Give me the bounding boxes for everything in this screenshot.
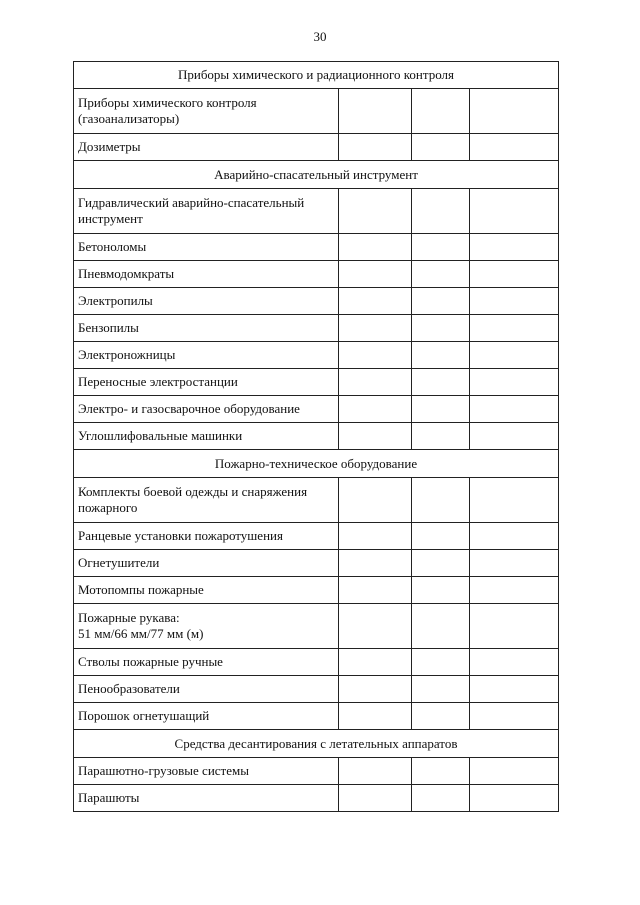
item-row: [74, 604, 559, 649]
item-row: [74, 134, 559, 161]
section-header-row: [74, 730, 559, 758]
page-number: 30: [313, 29, 327, 44]
empty-value-cell: [470, 478, 559, 523]
item-name: [74, 261, 339, 288]
section-title: Аварийно-спасательный инструмент: [74, 161, 559, 189]
item-name-line: Мотопомпы пожарные: [78, 582, 204, 597]
item-name-line: Дозиметры: [78, 139, 141, 154]
item-row: [74, 676, 559, 703]
item-name-line: Комплекты боевой одежды и снаряжения: [78, 484, 308, 499]
item-name-line: Электроножницы: [78, 347, 176, 362]
empty-value-cell: [470, 234, 559, 261]
empty-value-cell: [339, 89, 412, 134]
item-name-line: Огнетушители: [78, 555, 160, 570]
item-row: [74, 288, 559, 315]
item-name: [74, 550, 339, 577]
section-title: Пожарно-техническое оборудование: [74, 450, 559, 478]
empty-value-cell: [412, 396, 470, 423]
empty-value-cell: [470, 649, 559, 676]
item-name: [74, 604, 339, 649]
empty-value-cell: [470, 342, 559, 369]
item-name: [74, 315, 339, 342]
empty-value-cell: [470, 369, 559, 396]
empty-value-cell: [412, 577, 470, 604]
empty-value-cell: [339, 758, 412, 785]
item-name-line: 51 мм/66 мм/77 мм (м): [78, 626, 204, 641]
item-name-line: Стволы пожарные ручные: [78, 654, 223, 669]
empty-value-cell: [412, 189, 470, 234]
empty-value-cell: [412, 785, 470, 812]
empty-value-cell: [339, 234, 412, 261]
empty-value-cell: [339, 523, 412, 550]
item-name: [74, 703, 339, 730]
empty-value-cell: [412, 134, 470, 161]
empty-value-cell: [412, 758, 470, 785]
section-title: Средства десантирования с летательных аппаратов: [74, 730, 559, 758]
item-row: [74, 369, 559, 396]
empty-value-cell: [412, 288, 470, 315]
empty-value-cell: [470, 396, 559, 423]
equipment-table-body: [74, 62, 559, 812]
empty-value-cell: [339, 649, 412, 676]
item-name: [74, 785, 339, 812]
item-row: [74, 423, 559, 450]
empty-value-cell: [339, 577, 412, 604]
empty-value-cell: [339, 261, 412, 288]
equipment-table: [73, 61, 559, 812]
section-title: Приборы химического и радиационного контроля: [74, 62, 559, 89]
empty-value-cell: [470, 604, 559, 649]
item-name-line: Бензопилы: [78, 320, 139, 335]
empty-value-cell: [470, 523, 559, 550]
empty-value-cell: [412, 342, 470, 369]
empty-value-cell: [470, 261, 559, 288]
empty-value-cell: [412, 315, 470, 342]
item-name: [74, 342, 339, 369]
item-row: [74, 342, 559, 369]
empty-value-cell: [470, 785, 559, 812]
item-row: [74, 189, 559, 234]
empty-value-cell: [339, 604, 412, 649]
item-row: [74, 703, 559, 730]
item-name: [74, 89, 339, 134]
empty-value-cell: [339, 396, 412, 423]
item-name: [74, 134, 339, 161]
item-row: [74, 785, 559, 812]
empty-value-cell: [339, 134, 412, 161]
empty-value-cell: [412, 604, 470, 649]
item-name-line: Бетоноломы: [78, 239, 147, 254]
empty-value-cell: [470, 577, 559, 604]
item-name: [74, 758, 339, 785]
item-row: [74, 234, 559, 261]
empty-value-cell: [339, 478, 412, 523]
empty-value-cell: [412, 423, 470, 450]
empty-value-cell: [470, 550, 559, 577]
empty-value-cell: [412, 523, 470, 550]
item-name-line: Парашюты: [78, 790, 140, 805]
empty-value-cell: [470, 703, 559, 730]
empty-value-cell: [412, 703, 470, 730]
empty-value-cell: [470, 189, 559, 234]
item-row: [74, 396, 559, 423]
empty-value-cell: [339, 369, 412, 396]
item-name: [74, 189, 339, 234]
item-name-line: Парашютно-грузовые системы: [78, 763, 249, 778]
empty-value-cell: [339, 288, 412, 315]
empty-value-cell: [412, 89, 470, 134]
empty-value-cell: [412, 478, 470, 523]
item-name: [74, 423, 339, 450]
empty-value-cell: [339, 423, 412, 450]
item-name-line: Углошлифовальные машинки: [78, 428, 243, 443]
item-name-line: Электро- и газосварочное оборудование: [78, 401, 300, 416]
item-name: [74, 676, 339, 703]
item-name: [74, 396, 339, 423]
item-name-line: Пожарные рукава:: [78, 610, 180, 625]
item-name-line: Гидравлический аварийно-спасательный: [78, 195, 305, 210]
section-header-row: [74, 161, 559, 189]
item-row: [74, 550, 559, 577]
item-name: [74, 577, 339, 604]
empty-value-cell: [339, 550, 412, 577]
item-row: [74, 89, 559, 134]
item-name: [74, 234, 339, 261]
empty-value-cell: [470, 315, 559, 342]
section-header-row: [74, 62, 559, 89]
empty-value-cell: [470, 758, 559, 785]
item-name-line: Электропилы: [78, 293, 153, 308]
empty-value-cell: [339, 189, 412, 234]
empty-value-cell: [339, 342, 412, 369]
empty-value-cell: [412, 369, 470, 396]
empty-value-cell: [470, 134, 559, 161]
item-name-line: Переносные электростанции: [78, 374, 238, 389]
item-row: [74, 758, 559, 785]
item-name-line: инструмент: [78, 211, 143, 226]
item-name: [74, 649, 339, 676]
item-name-line: пожарного: [78, 500, 138, 515]
item-name-line: Пневмодомкраты: [78, 266, 175, 281]
item-name-line: Ранцевые установки пожаротушения: [78, 528, 283, 543]
item-name-line: Порошок огнетушащий: [78, 708, 210, 723]
item-row: [74, 523, 559, 550]
item-row: [74, 315, 559, 342]
empty-value-cell: [470, 423, 559, 450]
item-row: [74, 261, 559, 288]
empty-value-cell: [412, 234, 470, 261]
empty-value-cell: [339, 676, 412, 703]
item-row: [74, 649, 559, 676]
item-name-line: Пенообразователи: [78, 681, 180, 696]
item-row: [74, 478, 559, 523]
item-name-line: (газоанализаторы): [78, 111, 180, 126]
empty-value-cell: [470, 676, 559, 703]
item-name: [74, 369, 339, 396]
item-name: [74, 478, 339, 523]
item-name: [74, 523, 339, 550]
item-name-line: Приборы химического контроля: [78, 95, 257, 110]
item-name: [74, 288, 339, 315]
empty-value-cell: [412, 550, 470, 577]
empty-value-cell: [412, 676, 470, 703]
empty-value-cell: [470, 288, 559, 315]
empty-value-cell: [412, 261, 470, 288]
empty-value-cell: [412, 649, 470, 676]
empty-value-cell: [339, 785, 412, 812]
section-header-row: [74, 450, 559, 478]
item-row: [74, 577, 559, 604]
empty-value-cell: [339, 703, 412, 730]
empty-value-cell: [470, 89, 559, 134]
empty-value-cell: [339, 315, 412, 342]
